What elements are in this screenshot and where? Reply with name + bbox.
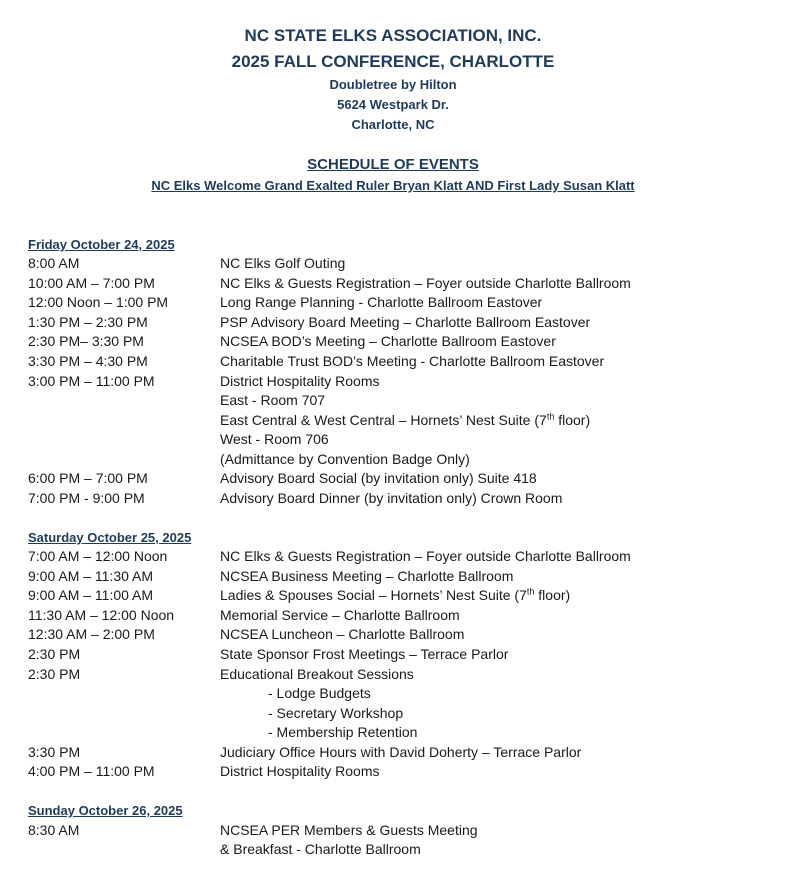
row-event: District Hospitality Rooms — [220, 763, 380, 779]
hospitality-east: East - Room 707 — [220, 392, 326, 408]
row-time: 4:00 PM – 11:00 PM — [28, 763, 155, 779]
venue-address: 5624 Westpark Dr. — [337, 97, 449, 112]
welcome-line: NC Elks Welcome Grand Exalted Ruler Bryan Klatt AND First Lady Susan Klatt — [151, 178, 635, 193]
row-time: 12:00 Noon – 1:00 PM — [28, 294, 169, 310]
row-event: Judiciary Office Hours with David Doherty – Terrace Parlor — [220, 744, 582, 760]
row-event: Long Range Planning - Charlotte Ballroom Eastover — [220, 294, 543, 310]
breakout-item: - Membership Retention — [268, 724, 418, 740]
row-event: Advisory Board Dinner (by invitation only) Crown Room — [220, 490, 563, 506]
row-event: NCSEA Business Meeting – Charlotte Ballroom — [220, 568, 514, 584]
row-event: NCSEA BOD’s Meeting – Charlotte Ballroom Eastover — [220, 333, 556, 349]
row-time: 1:30 PM – 2:30 PM — [28, 314, 148, 330]
hospitality-central-suffix: floor) — [554, 412, 591, 428]
row-time: 11:30 AM – 12:00 Noon — [28, 607, 175, 623]
row-time: 2:30 PM– 3:30 PM — [28, 333, 144, 349]
conference-title: 2025 FALL CONFERENCE, CHARLOTTE — [231, 52, 555, 71]
breakout-item: - Secretary Workshop — [268, 705, 404, 721]
row-time: 9:00 AM – 11:30 AM — [28, 568, 154, 584]
row-event: Educational Breakout Sessions — [220, 666, 414, 682]
row-time: 2:30 PM — [28, 646, 81, 662]
hospitality-note: (Admittance by Convention Badge Only) — [220, 451, 470, 467]
row-event: NC Elks & Guests Registration – Foyer outside Charlotte Ballroom — [220, 548, 631, 564]
row-event: Memorial Service – Charlotte Ballroom — [220, 607, 460, 623]
row-event: NC Elks Golf Outing — [220, 255, 346, 271]
row-time: 7:00 PM - 9:00 PM — [28, 490, 145, 506]
breakout-item: - Lodge Budgets — [268, 685, 371, 701]
row-time: 12:30 AM – 2:00 PM — [28, 626, 155, 642]
row-event: Advisory Board Social (by invitation only) Suite 418 — [220, 470, 537, 486]
row-event: NC Elks & Guests Registration – Foyer outside Charlotte Ballroom — [220, 275, 631, 291]
row-event: Charitable Trust BOD’s Meeting - Charlotte Ballroom Eastover — [220, 353, 605, 369]
hospitality-central-text: East Central & West Central – Hornets’ Nest Suite (7 — [220, 412, 547, 428]
row-time: 7:00 AM – 12:00 Noon — [28, 548, 168, 564]
row-time: 8:00 AM — [28, 255, 80, 271]
row-time: 6:00 PM – 7:00 PM — [28, 470, 148, 486]
row-time: 8:30 AM — [28, 822, 80, 838]
row-event: PSP Advisory Board Meeting – Charlotte Ballroom Eastover — [220, 314, 591, 330]
hospitality-central — [220, 411, 590, 431]
row-event-text: Ladies & Spouses Social – Hornets’ Nest Suite (7 — [220, 587, 527, 603]
venue-name: Doubletree by Hilton — [329, 77, 457, 92]
row-event: NCSEA Luncheon – Charlotte Ballroom — [220, 626, 465, 642]
row-event: State Sponsor Frost Meetings – Terrace Parlor — [220, 646, 509, 662]
row-time: 2:30 PM — [28, 666, 81, 682]
row-event: NCSEA PER Members & Guests Meeting — [220, 822, 478, 838]
row-event — [220, 586, 570, 606]
superscript-th: th — [526, 586, 535, 597]
day-heading-friday: Friday October 24, 2025 — [28, 237, 175, 252]
schedule-title: SCHEDULE OF EVENTS — [307, 156, 479, 173]
day-heading-saturday: Saturday October 25, 2025 — [28, 530, 192, 545]
row-event: District Hospitality Rooms — [220, 373, 380, 389]
row-time: 3:00 PM – 11:00 PM — [28, 373, 155, 389]
row-time: 10:00 AM – 7:00 PM — [28, 275, 155, 291]
superscript-th: th — [546, 411, 555, 422]
venue-city: Charlotte, NC — [351, 117, 435, 132]
org-title: NC STATE ELKS ASSOCIATION, INC. — [244, 26, 542, 45]
sunday-continuation: & Breakfast - Charlotte Ballroom — [220, 841, 421, 857]
row-time: 3:30 PM – 4:30 PM — [28, 353, 148, 369]
hospitality-west: West - Room 706 — [220, 431, 329, 447]
row-event-suffix: floor) — [534, 587, 571, 603]
day-heading-sunday: Sunday October 26, 2025 — [28, 803, 183, 818]
row-time: 3:30 PM — [28, 744, 81, 760]
row-time: 9:00 AM – 11:00 AM — [28, 587, 154, 603]
